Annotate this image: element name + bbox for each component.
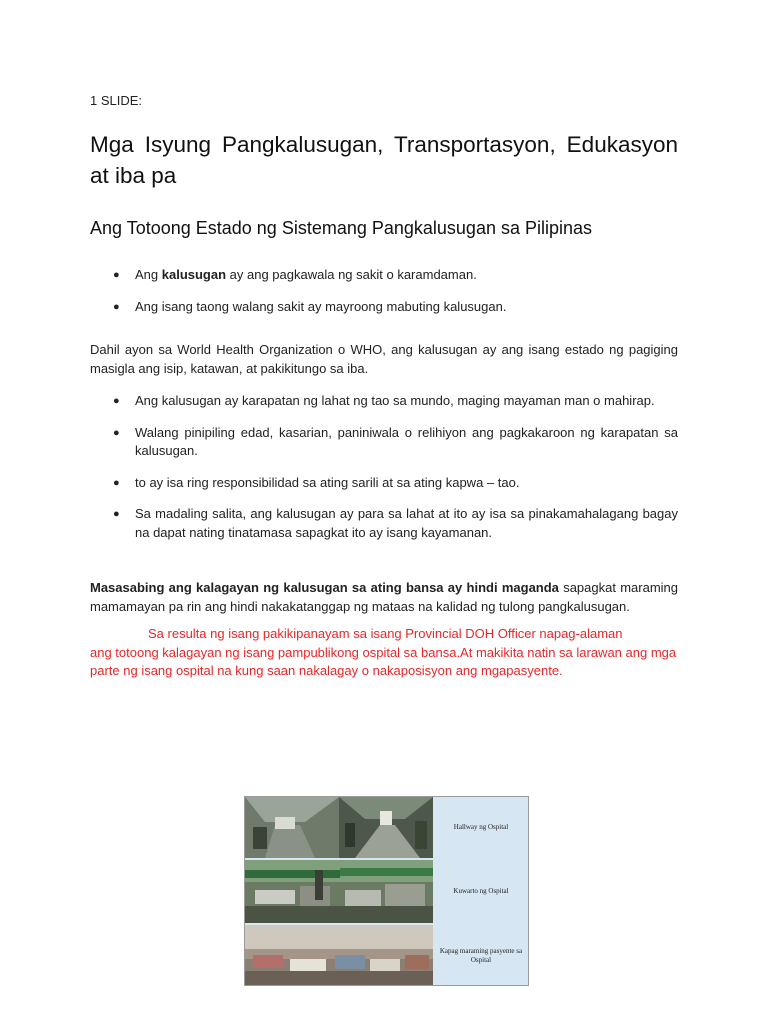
list-item-text: Sa madaling salita, ang kalusugan ay para sa lahat at ito ay isa sa pinakamahalagang bagay na dapat nating tinatamasa sapagkat ito ay isang kayamanan. (135, 506, 678, 540)
list-item-text: to ay isa ring responsibilidad sa ating sarili at sa ating kapwa – tao. (135, 474, 520, 490)
page-title: Mga Isyung Pangkalusugan, Transportasyon, Edukasyon at iba pa (90, 132, 678, 188)
room-photo (245, 860, 433, 923)
list-item-prefix: Ang (135, 267, 162, 282)
list-item-suffix: ay ang pagkawala ng sakit o karamdaman. (226, 267, 477, 282)
list-item (90, 505, 678, 542)
red-note-line1: Sa resulta ng isang pakikipanayam sa isang Provincial DOH Officer napag-alaman (148, 626, 623, 641)
bullet-icon: ● (113, 269, 120, 281)
list-item-bold: kalusugan (161, 267, 227, 282)
red-note (90, 625, 678, 681)
room-caption: Kuwarto ng Ospital (453, 887, 509, 895)
hallway-caption: Hallway ng Ospital (453, 823, 509, 831)
list-item (90, 392, 678, 411)
hallway-photo (245, 797, 433, 858)
definition-list (90, 266, 678, 316)
who-paragraph: Dahil ayon sa World Health Organization o WHO, ang kalusugan ay ang isang estado ng pagiging masigla ang isip, katawan, at pakikitungo sa iba. (90, 342, 678, 376)
slide-label: 1 SLIDE: (90, 93, 143, 108)
red-note-line2: ang totoong kalagayan ng isang pampublikong ospital sa bansa.At makikita natin sa larawan ang mga parte ng isang ospital na kung saan nakalagay o nakaposisyon ang mgapasyente. (90, 644, 677, 678)
hallway-photo-image (245, 797, 433, 858)
patients-caption: Kapag maraming pasyente sa Ospital (439, 947, 523, 964)
list-item (90, 266, 678, 285)
hospital-figure (244, 796, 529, 986)
list-item (90, 474, 678, 493)
list-item (90, 298, 678, 317)
list-item-text: Ang isang taong walang sakit ay mayroong mabuting kalusugan. (135, 298, 507, 314)
rights-list (90, 392, 678, 542)
bullet-icon: ● (113, 395, 120, 407)
conclusion-bold: Masasabing ang kalagayan ng kalusugan sa ating bansa ay hindi maganda (90, 580, 559, 595)
bullet-icon: ● (113, 426, 120, 439)
room-photo-image (245, 860, 433, 923)
conclusion-paragraph (90, 579, 678, 616)
section-subtitle: Ang Totoong Estado ng Sistemang Pangkalusugan sa Pilipinas (90, 218, 593, 238)
bullet-icon: ● (113, 300, 120, 313)
patients-photo (245, 925, 433, 986)
list-item (90, 424, 678, 461)
conclusion-rest: sapagkat maraming mamamayan pa rin ang hindi nakakatanggap ng mataas na kalidad ng tulong pangkalusugan. (90, 580, 679, 614)
list-item-text: Ang kalusugan ay karapatan ng lahat ng tao sa mundo, maging mayaman man o mahirap. (135, 393, 655, 408)
bullet-icon: ● (113, 508, 120, 520)
patients-photo-image (245, 925, 433, 986)
bullet-icon: ● (113, 476, 120, 489)
document-page (90, 92, 678, 681)
list-item-text: Walang pinipiling edad, kasarian, paniniwala o relihiyon ang pagkakaroon ng karapatan sa kalusugan. (135, 424, 678, 458)
